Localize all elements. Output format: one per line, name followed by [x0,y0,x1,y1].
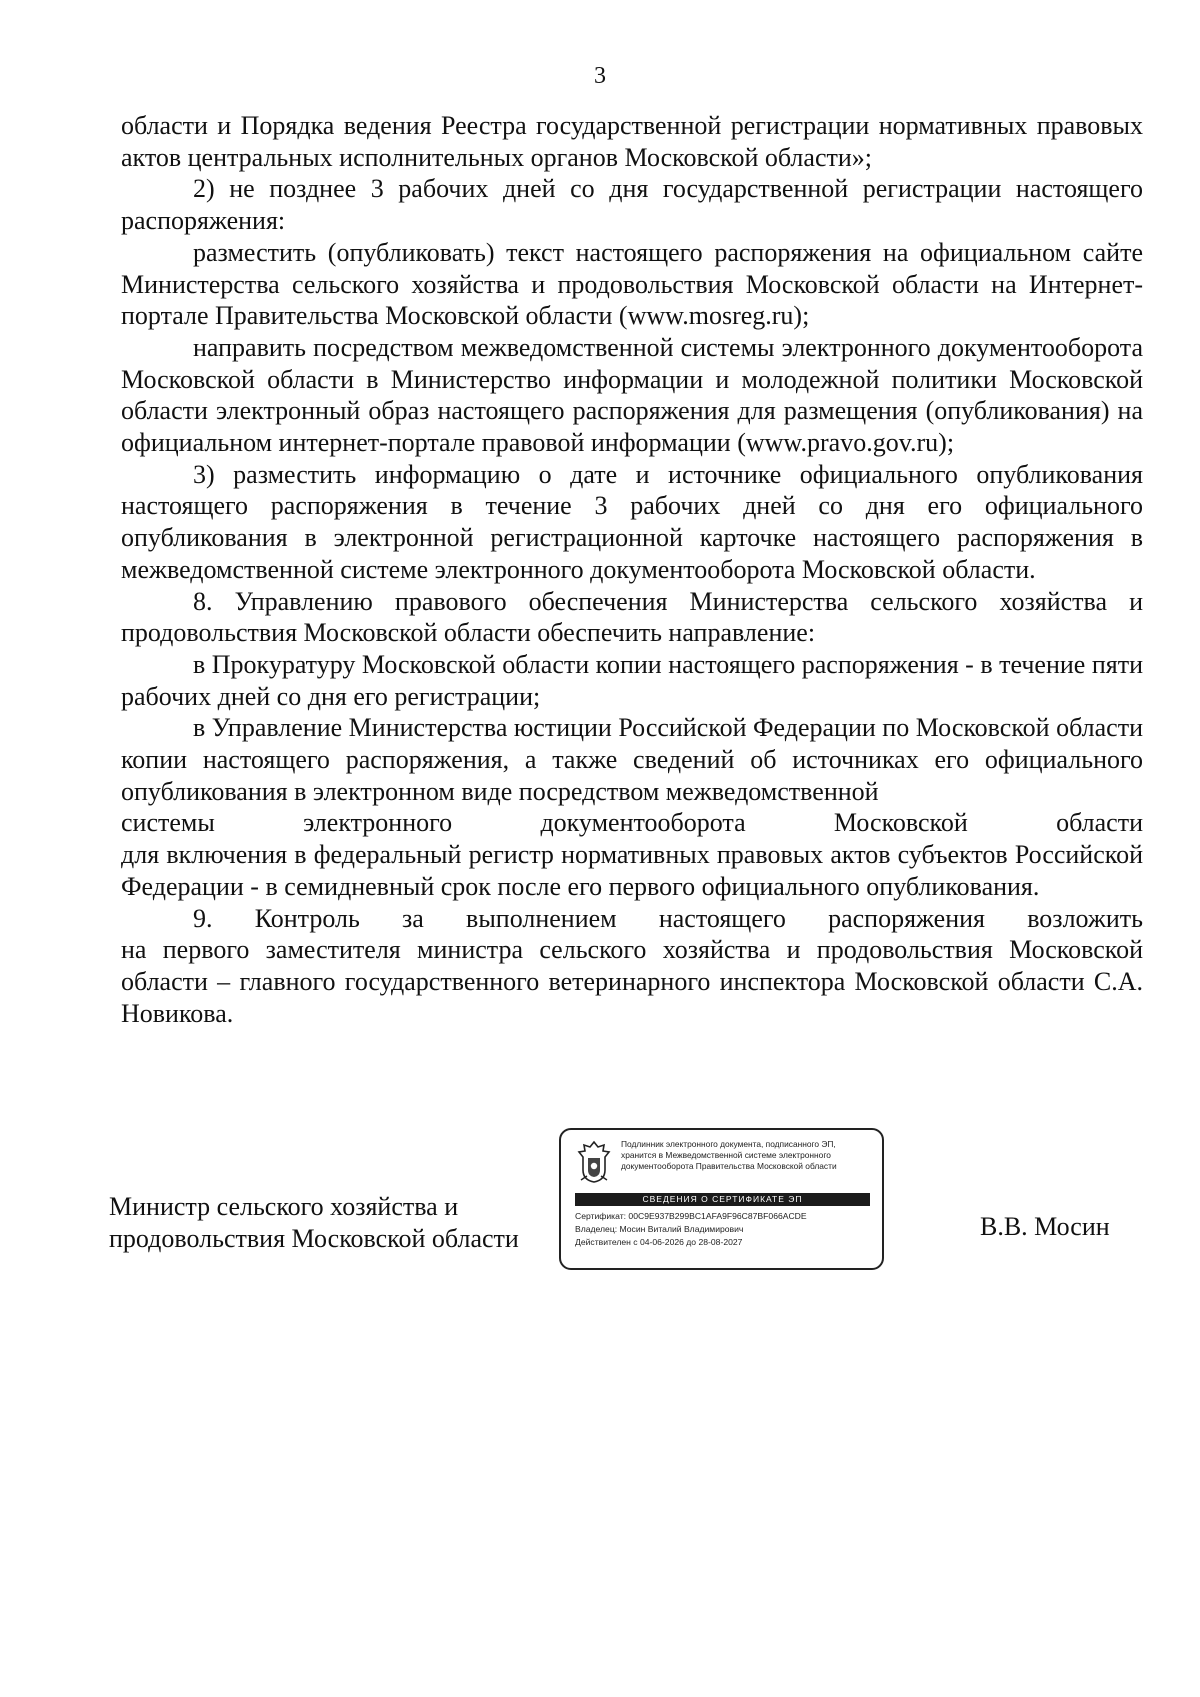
coat-of-arms-icon [575,1140,613,1184]
stamp-owner: Владелец: Мосин Виталий Владимирович [575,1224,744,1234]
stamp-certificate-title: СВЕДЕНИЯ О СЕРТИФИКАТЕ ЭП [575,1193,870,1206]
signatory-name: В.В. Мосин [980,1212,1110,1241]
stamp-header-line: документооборота Правительства Московской области [621,1161,837,1171]
paragraph: в Прокуратуру Московской области копии настоящего распоряжения - в течение пяти рабочих дней со дня его регистрации; [121,649,1143,711]
paragraph: 3) разместить информацию о дате и источнике официального опубликования настоящего распоряжения в течение 3 рабочих дней со дня его официального опубликования в электронной регистрационной карточке настоящего распоряжения в межведомственной системе электронного документооборота Московской области. [121,459,1143,584]
paragraph: 2) не позднее 3 рабочих дней со дня государственной регистрации настоящего распоряжения: [121,174,1143,236]
stamp-validity: Действителен с 04-06-2026 до 28-08-2027 [575,1237,743,1247]
stamp-header-line: хранится в Межведомственной системе электронного [621,1150,831,1160]
paragraph: системы электронного документооборота Московской области [121,808,1143,838]
stamp-header-line: Подлинник электронного документа, подписанного ЭП, [621,1139,836,1149]
signatory-position-line: продовольствия Московской области [109,1224,519,1253]
page-number: 3 [594,63,606,89]
paragraph: 8. Управлению правового обеспечения Министерства сельского хозяйства и продовольствия Московской области обеспечить направление: [121,586,1143,648]
stamp-certificate-number: Сертификат: 00C9E937B299BC1AFA9F96C87BF066ACDE [575,1211,807,1221]
stamp-details [575,1210,875,1249]
paragraph: для включения в федеральный регистр нормативных правовых актов субъектов Российской Федерации - в семидневный срок после его первого официального опубликования. [121,840,1143,901]
paragraph: разместить (опубликовать) текст настоящего распоряжения на официальном сайте Министерства сельского хозяйства и продовольствия Московской области на Интернет-портале Правительства Московской области (www.mosreg.ru); [121,237,1143,331]
paragraph: области и Порядка ведения Реестра государственной регистрации нормативных правовых актов центральных исполнительных органов Московской области»; [121,111,1143,172]
paragraph: направить посредством межведомственной системы электронного документооборота Московской области в Министерство информации и молодежной политики Московской области электронный образ настоящего распоряжения для размещения (опубликования) на официальном интернет-портале правовой информации (www.pravo.gov.ru); [121,332,1143,458]
paragraph: 9. Контроль за выполнением настоящего распоряжения возложить [193,903,1143,933]
electronic-signature-stamp [559,1128,884,1270]
signatory-position [109,1191,519,1255]
stamp-header [621,1139,876,1172]
document-body [121,110,1143,1029]
paragraph: на первого заместителя министра сельского хозяйства и продовольствия Московской области – главного государственного ветеринарного инспектора Московской области С.А. Новикова. [121,935,1143,1028]
signatory-position-line: Министр сельского хозяйства и [109,1192,459,1221]
paragraph: в Управление Министерства юстиции Российской Федерации по Московской области копии настоящего распоряжения, а также сведений об источниках его официального опубликования в электронном виде посредством межведомственной [121,713,1143,806]
